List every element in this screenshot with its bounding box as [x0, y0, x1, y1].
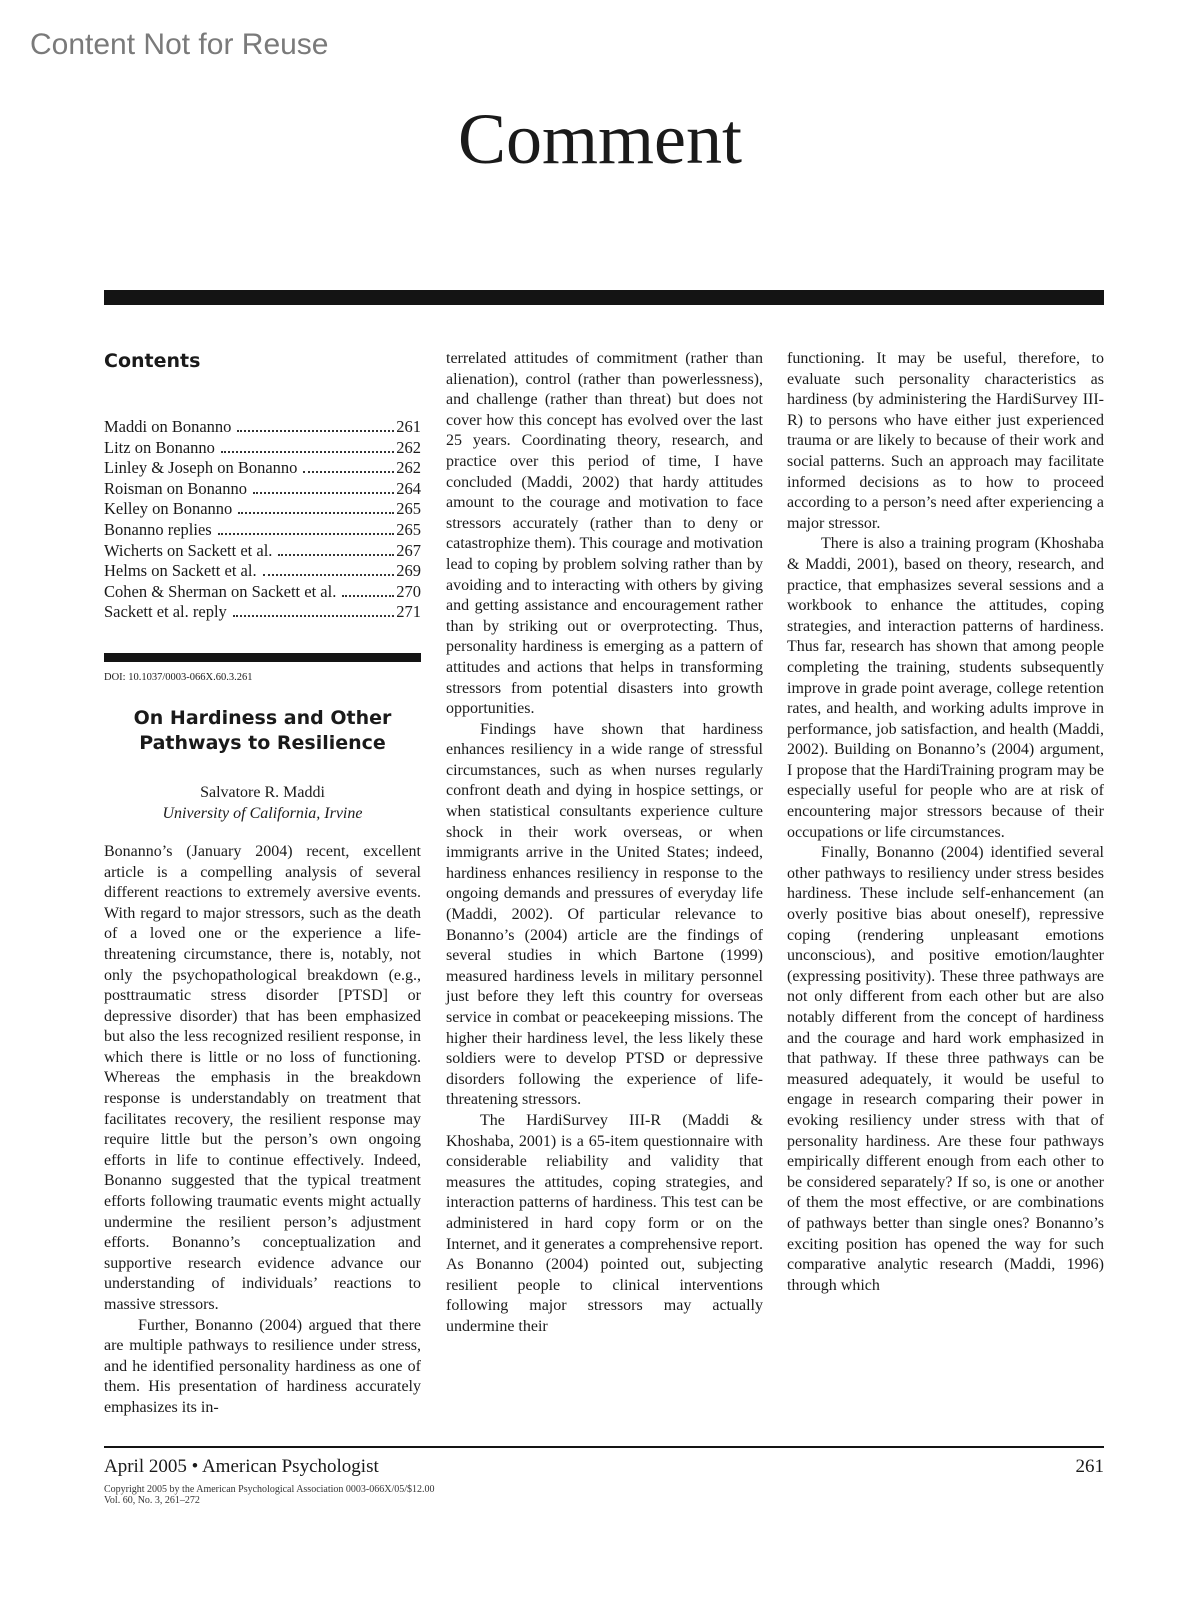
toc-page: 265 [396, 499, 421, 519]
body-paragraph: Findings have shown that hardiness enhances resiliency in a wide range of stressful circumstances, such as when nurses regularly confront death and dying in hospice settings, or when statistical consultants experience culture shock in their work overseas, or when immigrants arrive in the United States; indeed, hardiness enhances resiliency in response to the ongoing demands and pressures of everyday life (Maddi, 2002). Of particular relevance to Bonanno’s (2004) article are the findings of several studies in which Bartone (1999) measured hardiness levels in military personnel just before they left this country for overseas service in combat or peacekeeping missions. The higher their hardiness level, the less likely these soldiers were to develop PTSD or depressive disorders following the experience of life-threatening stressors. [446, 720, 763, 1109]
journal-footer: April 2005 • American Psychologist [104, 1456, 379, 1477]
body-paragraph: terrelated attitudes of commitment (rather than alienation), control (rather than powerlessness), and challenge (rather than threat) but does not cover how this concept has evolved over the last 25 years. Coordinating theory, research, and practice over this period of time, I have concluded (Maddi, 2002) that hardy attitudes amount to the courage and motivation to face stressors accurately (rather than to deny or catastrophize them). This courage and motivation lead to coping by problem solving rather than by avoiding and to interacting with others by giving and getting assistance and encouragement rather than by striking out or overprotecting. Thus, personality hardiness is emerging as a pattern of attitudes and actions that helps in transforming stressors from potential disasters into growth opportunities. [446, 350, 763, 718]
toc-item[interactable] [104, 479, 421, 500]
toc-label: Sackett et al. reply [104, 602, 227, 622]
toc-leader [263, 574, 395, 576]
toc-label: Roisman on Bonanno [104, 478, 247, 498]
body-paragraph: Bonanno’s (January 2004) recent, excellent article is a compelling analysis of several different reactions to extremely aversive events. With regard to major stressors, such as the death of a loved one or the experience a life-threatening circumstance, there is, notably, not only the psychopathological breakdown (e.g., posttraumatic stress disorder [PTSD] or depressive disorder) that has been emphasized but also the less recognized resilient response, in which there is little or no loss of functioning. Whereas the emphasis in the breakdown response is understandably on treatment that facilitates recovery, the resilient response may require little but the person’s own ongoing efforts in life to continue effectively. Indeed, Bonanno suggested that the typical treatment efforts following traumatic events might actually undermine the resilient person’s adjustment efforts. Bonanno’s conceptualization and supportive research evidence advance our understanding of individuals’ reactions to massive stressors. [104, 842, 421, 1313]
column-1 [104, 349, 421, 1419]
top-rule [104, 290, 1104, 305]
toc-item[interactable] [104, 438, 421, 459]
toc-label: Maddi on Bonanno [104, 417, 232, 436]
toc-item[interactable] [104, 582, 421, 603]
toc-item[interactable] [104, 499, 421, 520]
toc-item[interactable] [104, 417, 421, 438]
toc-leader [221, 451, 394, 453]
toc-label: Litz on Bonanno [104, 437, 215, 457]
author-name: Salvatore R. Maddi [200, 783, 325, 801]
author-affiliation: University of California, Irvine [162, 804, 363, 822]
toc-page: 262 [396, 458, 421, 478]
volume-line: Vol. 60, No. 3, 261–272 [104, 1495, 200, 1506]
toc-item[interactable] [104, 541, 421, 562]
toc-leader [342, 595, 394, 597]
toc-page: 262 [396, 437, 421, 457]
body-paragraph: The HardiSurvey III-R (Maddi & Khoshaba, 2001) is a 65-item questionnaire with considerable reliability and validity that measures the attitudes, coping strategies, and interaction patterns of hardiness. This test can be administered in hard copy form or on the Internet, and it generates a comprehensive report. As Bonanno (2004) pointed out, subjecting resilient people to clinical interventions following major stressors may actually undermine their [446, 1111, 763, 1335]
body-paragraph: functioning. It may be useful, therefore, to evaluate such personality characteristics as hardiness (by administering the HardiSurvey III-R) to persons who have either just experienced trauma or are likely to because of their work and social patterns. Such an approach may facilitate informed decisions as to how to proceed according to a person’s need after experiencing a major stressor. [787, 350, 1104, 532]
toc-page: 269 [396, 561, 421, 581]
toc-label: Cohen & Sherman on Sackett et al. [104, 581, 337, 601]
article-title-line-1: On Hardiness and Other [133, 706, 392, 729]
body-paragraph: Further, Bonanno (2004) argued that there are multiple pathways to resilience under stress, and he identified personality hardiness as one of them. His presentation of hardiness accurately emphasizes its in- [104, 1316, 421, 1416]
toc-label: Bonanno replies [104, 519, 212, 539]
toc-page: 265 [396, 519, 421, 539]
toc-leader [237, 430, 394, 432]
body-paragraph: There is also a training program (Khoshaba & Maddi, 2001), based on theory, research, and practice, that emphasizes several sessions and a workbook to enhance the attitudes, coping strategies, and interaction patterns of hardiness. Thus far, research has shown that among people completing the training, students subsequently improve in grade point average, college retention rates, and health, and working adults improve in performance, job satisfaction, and health (Maddi, 2002). Building on Bonanno’s (2004) argument, I propose that the HardiTraining program may be especially useful for people who are at risk of encountering major stressors because of their occupations or life circumstances. [787, 535, 1104, 841]
toc-item[interactable] [104, 520, 421, 541]
article-title [104, 706, 421, 756]
toc-label: Helms on Sackett et al. [104, 561, 257, 581]
contents-heading: Contents [104, 350, 201, 372]
contents-list [104, 417, 421, 623]
toc-leader [278, 554, 394, 556]
toc-page: 270 [396, 581, 421, 601]
toc-leader [303, 471, 394, 473]
body-paragraph: Finally, Bonanno (2004) identified several other pathways to resiliency under stress besides hardiness. These include self-enhancement (an overly positive bias about oneself), repressive coping (rendering unpleasant emotions unconscious), and positive emotion/laughter (expressing positivity). These three pathways are not only different from each other but are also notably different from the concept of hardiness and the courage and hard work emphasized in that pathway. If these three pathways can be measured adequately, it would be useful to engage in research comparing their power in evoking resiliency under stress with that of personality hardiness. Are these four pathways empirically different enough from each other to be considered separately? If so, is one or another of them the most effective, or are combinations of pathways better than single ones? Bonanno’s exciting position has opened the way for such comparative analytic research (Maddi, 1996) through which [787, 844, 1104, 1294]
toc-leader [233, 615, 394, 617]
toc-page: 271 [396, 602, 421, 622]
toc-label: Kelley on Bonanno [104, 499, 233, 519]
toc-page: 267 [396, 540, 421, 560]
footer-rule [104, 1446, 1104, 1448]
toc-item[interactable] [104, 602, 421, 623]
copyright-notice [104, 1484, 435, 1506]
toc-label: Wicherts on Sackett et al. [104, 540, 273, 560]
column-2 [446, 349, 763, 1338]
column-3 [787, 349, 1104, 1296]
article-title-line-2: Pathways to Resilience [139, 731, 386, 754]
contents-rule [104, 653, 421, 662]
toc-item[interactable] [104, 561, 421, 582]
copyright-line: Copyright 2005 by the American Psychological Association 0003-066X/05/$12.00 [104, 1484, 435, 1495]
toc-page: 261 [396, 417, 421, 436]
page-number: 261 [1075, 1456, 1104, 1477]
toc-item[interactable] [104, 458, 421, 479]
toc-leader [253, 492, 394, 494]
doi: DOI: 10.1037/0003-066X.60.3.261 [104, 671, 253, 683]
section-title: Comment [458, 99, 742, 179]
toc-leader [218, 533, 395, 535]
toc-label: Linley & Joseph on Bonanno [104, 458, 298, 478]
watermark: Content Not for Reuse [30, 28, 329, 61]
toc-page: 264 [396, 478, 421, 498]
toc-leader [238, 512, 394, 514]
